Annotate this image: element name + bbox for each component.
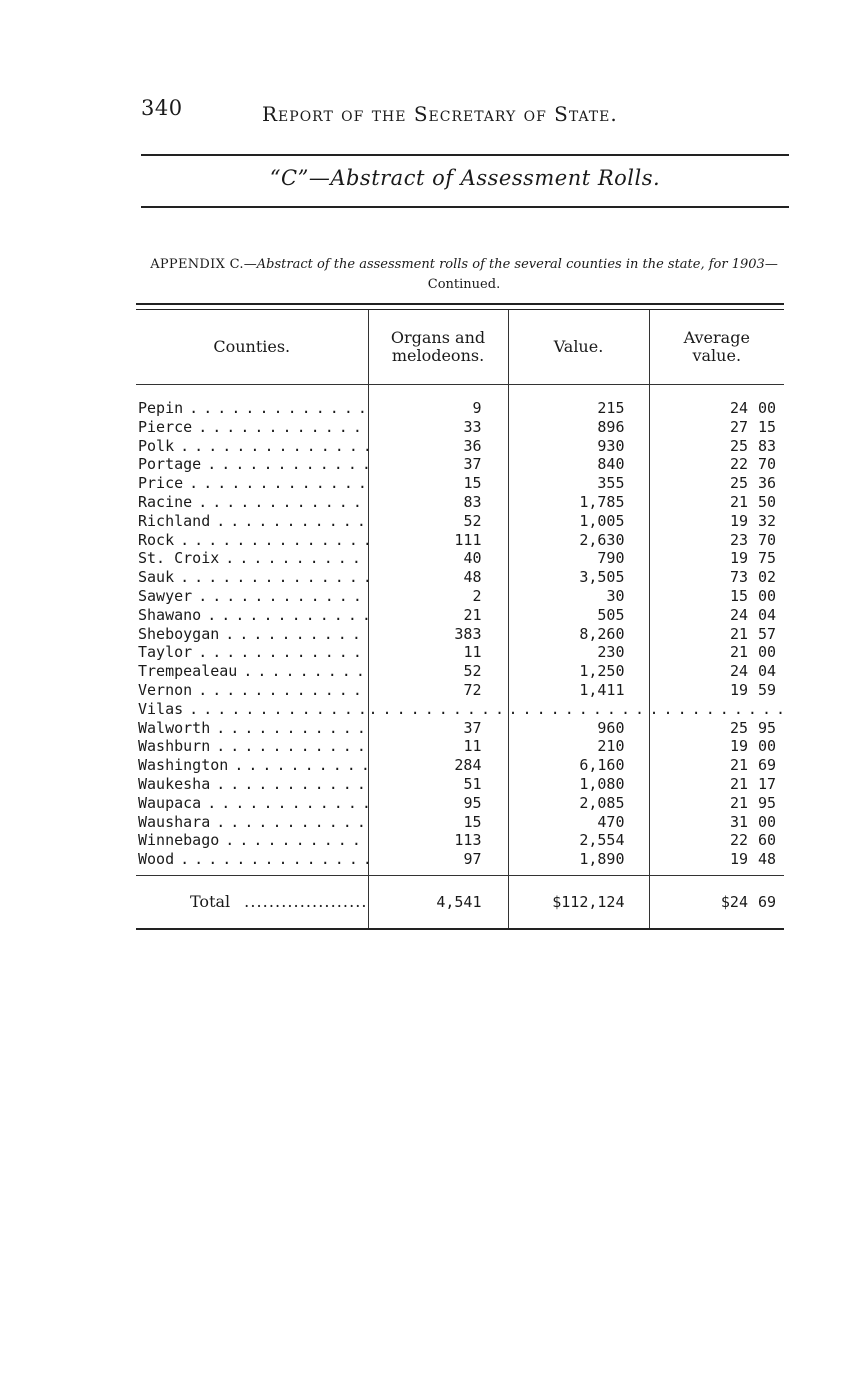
table-row (136, 813, 784, 832)
value-cell: 840 (508, 455, 649, 474)
county-cell (136, 474, 368, 493)
county-name: Waupaca (138, 793, 202, 812)
average-dollars: 21 (729, 756, 748, 775)
organs-cell: 95 (368, 794, 508, 813)
average-dollars: 21 (729, 643, 748, 662)
average-cell (649, 512, 784, 531)
average-cell (649, 418, 784, 437)
county-name: Washburn (138, 737, 211, 756)
average-cell (649, 775, 784, 794)
county-cell (136, 719, 368, 738)
average-cents: 83 (757, 436, 776, 455)
value-cell: 6,160 (508, 756, 649, 775)
county-cell (136, 455, 368, 474)
organs-cell: 52 (368, 512, 508, 531)
table-row (136, 606, 784, 625)
total-average (649, 875, 784, 928)
value-cell: 210 (508, 737, 649, 756)
county-name: Winnebago (138, 831, 220, 850)
county-cell (136, 587, 368, 606)
county-name: Washington (138, 756, 229, 775)
average-cell (649, 643, 784, 662)
leader-dots (207, 606, 367, 625)
organs-cell: 83 (368, 493, 508, 512)
average-cents: 15 (757, 417, 776, 436)
county-cell (136, 756, 368, 775)
average-dollars: 31 (729, 812, 748, 831)
average-cents: 95 (757, 718, 776, 737)
organs-cell: 113 (368, 831, 508, 850)
average-cents: 60 (757, 831, 776, 850)
average-cents: 59 (757, 680, 776, 699)
organs-cell: 33 (368, 418, 508, 437)
value-cell: 896 (508, 418, 649, 437)
total-organs: 4,541 (368, 875, 508, 928)
organs-cell: 72 (368, 681, 508, 700)
value-cell: 960 (508, 719, 649, 738)
average-cell (649, 719, 784, 738)
average-cents: 36 (757, 474, 776, 493)
value-cell: 230 (508, 643, 649, 662)
average-cents: 69 (757, 756, 776, 775)
total-label: Total (190, 891, 231, 911)
county-cell (136, 549, 368, 568)
county-name: Pepin (138, 399, 184, 417)
table-row (136, 418, 784, 437)
table-row (136, 700, 784, 719)
average-cell (649, 549, 784, 568)
organs-cell: 48 (368, 568, 508, 587)
table-row (136, 681, 784, 700)
table-row (136, 756, 784, 775)
average-cell (649, 493, 784, 512)
value-cell: 3,505 (508, 568, 649, 587)
county-cell (136, 606, 368, 625)
average-cents: 50 (757, 492, 776, 511)
leader-dots (180, 437, 367, 456)
average-cell (649, 737, 784, 756)
average-cell (649, 437, 784, 456)
organs-cell: 52 (368, 662, 508, 681)
top-rule (141, 154, 789, 156)
leader-dots (207, 794, 367, 813)
average-cents: 00 (757, 643, 776, 662)
county-name: Shawano (138, 605, 202, 624)
county-cell (136, 681, 368, 700)
leader-dots (198, 681, 367, 700)
county-name: Portage (138, 455, 202, 474)
organs-cell: 11 (368, 643, 508, 662)
leader-dots (198, 493, 367, 512)
header-counties: Counties. (136, 310, 368, 385)
leader-dots (198, 587, 367, 606)
organs-cell: 97 (368, 850, 508, 875)
value-cell: 355 (508, 474, 649, 493)
value-cell: 1,411 (508, 681, 649, 700)
table-row (136, 437, 784, 456)
table-caption (138, 255, 790, 295)
organs-cell: 383 (368, 625, 508, 644)
leader-dots (189, 474, 367, 493)
leader-dots (234, 756, 367, 775)
average-dollars: 27 (729, 417, 748, 436)
leader-dots (180, 531, 367, 550)
average-cents: 00 (757, 812, 776, 831)
leader-dots (216, 719, 367, 738)
table-row (136, 719, 784, 738)
county-cell (136, 813, 368, 832)
leader-dots (216, 512, 367, 531)
leader-dots (244, 893, 366, 911)
county-cell (136, 568, 368, 587)
average-dollars: 19 (729, 511, 748, 530)
leader-dots (216, 813, 367, 832)
leader-dots (180, 568, 367, 587)
county-name: Trempealeau (138, 662, 238, 681)
organs-cell: 15 (368, 813, 508, 832)
average-cents: 04 (757, 605, 776, 624)
county-cell (136, 625, 368, 644)
table-top-rule (136, 303, 784, 310)
table-row (136, 455, 784, 474)
leader-dots (216, 737, 367, 756)
table-row (136, 512, 784, 531)
average-dollars: 24 (729, 605, 748, 624)
header-value: Value. (508, 310, 649, 385)
average-cents: 48 (757, 850, 776, 869)
total-average-cents: 69 (757, 892, 776, 911)
organs-cell: 40 (368, 549, 508, 568)
county-cell (136, 850, 368, 875)
organs-cell: 51 (368, 775, 508, 794)
organs-cell: 21 (368, 606, 508, 625)
table-row (136, 662, 784, 681)
average-cell (649, 850, 784, 875)
county-cell (136, 737, 368, 756)
value-cell (508, 700, 649, 719)
county-name: Walworth (138, 718, 211, 737)
caption-text: —Abstract of the assessment rolls of the several counties in the state, for 1903 (243, 257, 765, 272)
caption-continued: —Continued. (427, 257, 778, 292)
section-title: “C”—Abstract of Assessment Rolls. (269, 166, 661, 190)
running-head: Report of the Secretary of State. (262, 102, 618, 126)
county-name: Racine (138, 492, 193, 511)
average-cell (649, 385, 784, 418)
caption-label: APPENDIX C. (150, 257, 244, 272)
county-name: Price (138, 474, 184, 493)
assessment-table (136, 310, 784, 928)
average-dollars: 19 (729, 549, 748, 568)
leader-dots (225, 549, 367, 568)
leader-dots (189, 399, 367, 418)
county-cell (136, 512, 368, 531)
table-row (136, 474, 784, 493)
organs-cell (368, 700, 508, 719)
organs-cell: 11 (368, 737, 508, 756)
average-dollars: 19 (729, 737, 748, 756)
average-cell (649, 606, 784, 625)
value-cell: 1,250 (508, 662, 649, 681)
average-dollars: 22 (729, 455, 748, 474)
county-name: Richland (138, 511, 211, 530)
value-cell: 790 (508, 549, 649, 568)
table-row (136, 794, 784, 813)
county-name: Sauk (138, 568, 175, 587)
value-cell: 470 (508, 813, 649, 832)
county-cell (136, 794, 368, 813)
average-dollars: 19 (729, 680, 748, 699)
county-cell (136, 493, 368, 512)
average-dollars: 22 (729, 831, 748, 850)
value-cell: 930 (508, 437, 649, 456)
average-dollars: 73 (729, 568, 748, 587)
average-cell (649, 700, 784, 719)
average-cell (649, 794, 784, 813)
county-cell (136, 418, 368, 437)
value-cell: 215 (508, 385, 649, 418)
county-name: Taylor (138, 643, 193, 662)
average-cell (649, 455, 784, 474)
leader-dots (207, 455, 367, 474)
county-name: Rock (138, 530, 175, 549)
average-cents: 00 (757, 399, 776, 417)
average-cell (649, 681, 784, 700)
table-row (136, 625, 784, 644)
county-name: Wood (138, 850, 175, 869)
county-name: Waukesha (138, 774, 211, 793)
organs-cell: 37 (368, 455, 508, 474)
leader-dots (198, 418, 367, 437)
value-cell: 2,085 (508, 794, 649, 813)
value-cell: 1,890 (508, 850, 649, 875)
total-label-cell (136, 875, 368, 928)
average-cents: 75 (757, 549, 776, 568)
leader-dots (189, 700, 367, 719)
table-row (136, 549, 784, 568)
average-cents: 02 (757, 568, 776, 587)
leader-dots (198, 643, 367, 662)
average-dollars: 21 (729, 624, 748, 643)
section-rule (141, 206, 789, 208)
total-value: $112,124 (508, 875, 649, 928)
average-cell (649, 474, 784, 493)
average-cents: 70 (757, 455, 776, 474)
county-name: Sawyer (138, 586, 193, 605)
county-cell (136, 700, 368, 719)
average-cell (649, 531, 784, 550)
average-cell (649, 662, 784, 681)
organs-cell: 111 (368, 531, 508, 550)
leader-dots (180, 850, 367, 869)
county-cell (136, 531, 368, 550)
table-row (136, 385, 784, 418)
county-name: Polk (138, 436, 175, 455)
table-row (136, 737, 784, 756)
average-cell (649, 813, 784, 832)
organs-cell: 36 (368, 437, 508, 456)
average-dollars: 21 (729, 492, 748, 511)
value-cell: 1,005 (508, 512, 649, 531)
average-dollars: 23 (729, 530, 748, 549)
table-row (136, 587, 784, 606)
average-dollars: 24 (729, 662, 748, 681)
value-cell: 1,785 (508, 493, 649, 512)
table-header-row (136, 310, 784, 385)
average-dollars: 21 (729, 793, 748, 812)
organs-cell: 37 (368, 719, 508, 738)
average-dollars: 19 (729, 850, 748, 869)
county-name: Vilas (138, 699, 184, 718)
table-row (136, 775, 784, 794)
county-cell (136, 643, 368, 662)
county-name: Pierce (138, 417, 193, 436)
value-cell: 1,080 (508, 775, 649, 794)
average-dollars: 25 (729, 718, 748, 737)
header-organs: Organs and melodeons. (368, 310, 508, 385)
leader-dots (243, 662, 367, 681)
county-name: St. Croix (138, 549, 220, 568)
average-cents: 32 (757, 511, 776, 530)
county-cell (136, 775, 368, 794)
average-cents: 57 (757, 624, 776, 643)
county-cell (136, 831, 368, 850)
table-row (136, 850, 784, 875)
total-average-dollars: $24 (720, 892, 748, 911)
table-row (136, 531, 784, 550)
header-average: Average value. (649, 310, 784, 385)
county-name: Waushara (138, 812, 211, 831)
page-number: 340 (141, 96, 183, 120)
average-cell (649, 625, 784, 644)
value-cell: 2,630 (508, 531, 649, 550)
leader-dots (216, 775, 367, 794)
average-cell (649, 756, 784, 775)
average-dollars: 15 (729, 586, 748, 605)
average-dollars: 24 (729, 399, 748, 417)
average-cents: 04 (757, 662, 776, 681)
average-cents: 00 (757, 737, 776, 756)
county-cell (136, 662, 368, 681)
county-cell (136, 385, 368, 418)
value-cell: 30 (508, 587, 649, 606)
average-cell (649, 587, 784, 606)
average-dollars: 25 (729, 436, 748, 455)
average-cell (649, 831, 784, 850)
leader-dots (225, 831, 367, 850)
average-cell (649, 568, 784, 587)
county-cell (136, 437, 368, 456)
value-cell: 2,554 (508, 831, 649, 850)
table-row (136, 568, 784, 587)
average-cents: 17 (757, 774, 776, 793)
table-body (136, 385, 784, 876)
average-cents: 95 (757, 793, 776, 812)
organs-cell: 284 (368, 756, 508, 775)
organs-cell: 2 (368, 587, 508, 606)
value-cell: 8,260 (508, 625, 649, 644)
average-dollars: 21 (729, 774, 748, 793)
county-name: Sheboygan (138, 624, 220, 643)
average-cents: 70 (757, 530, 776, 549)
table-row (136, 643, 784, 662)
table-bottom-rule (136, 928, 784, 933)
county-name: Vernon (138, 680, 193, 699)
organs-cell: 15 (368, 474, 508, 493)
leader-dots (225, 625, 367, 644)
average-cents: 00 (757, 586, 776, 605)
total-row (136, 875, 784, 928)
value-cell: 505 (508, 606, 649, 625)
average-dollars: 25 (729, 474, 748, 493)
assessment-table-wrap (136, 303, 784, 933)
table-row (136, 831, 784, 850)
organs-cell: 9 (368, 385, 508, 418)
table-row (136, 493, 784, 512)
